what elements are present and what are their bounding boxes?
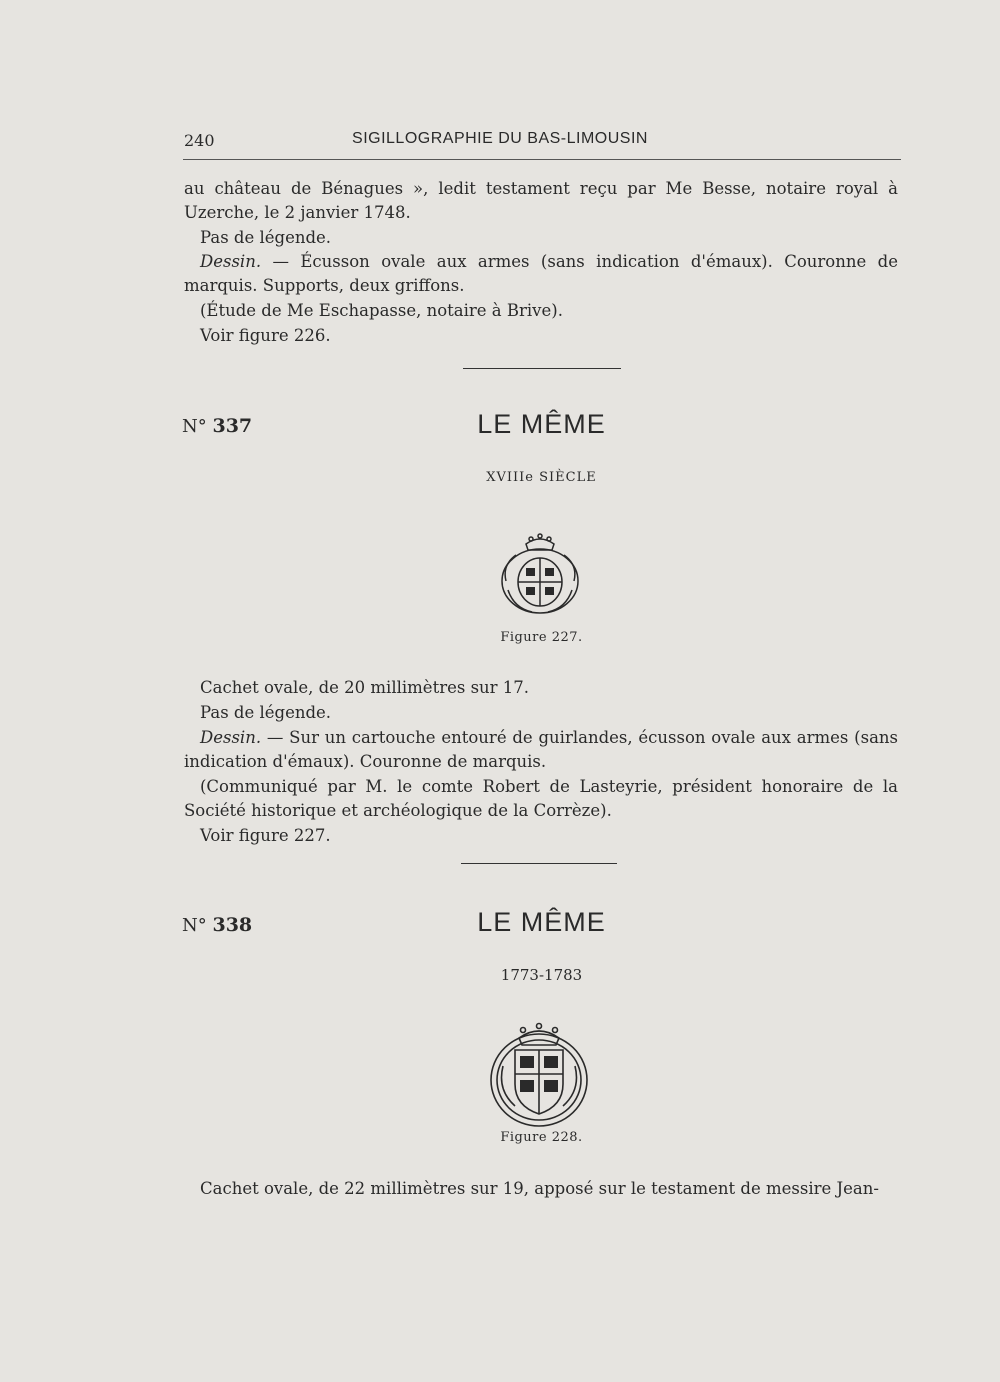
drawing-text: — Écusson ovale aux armes (sans indication d'émaux). Couronne de marquis. Supports, deux griffons. (184, 252, 898, 295)
entry337-paragraph-1: Cachet ovale, de 20 millimètres sur 17. (200, 678, 530, 697)
entry-period-338: 1773-1783 (500, 966, 583, 984)
header-rule (183, 159, 901, 160)
entry337-paragraph-4: (Communiqué par M. le comte Robert de Lasteyrie, président honoraire de la Société historique et archéologique de la Corrèze). (184, 777, 898, 820)
section-separator (463, 368, 621, 369)
entry337-paragraph-5: Voir figure 227. (200, 826, 331, 845)
seal-figure-228 (487, 1016, 591, 1132)
entry-period-337: XVIIIe SIÈCLE (486, 470, 597, 485)
entry337-paragraph-3 (184, 726, 898, 774)
intro-paragraph-5: Voir figure 226. (200, 326, 331, 345)
intro-paragraph-3 (184, 250, 898, 298)
entry-number-338: N° 338 (182, 914, 253, 936)
running-title: SIGILLOGRAPHIE DU BAS-LIMOUSIN (352, 130, 648, 147)
drawing-label: Dessin. (200, 252, 262, 271)
section-separator (461, 863, 617, 864)
page-number: 240 (184, 131, 215, 150)
entry338-paragraph-1: Cachet ovale, de 22 millimètres sur 19, apposé sur le testament de messire Jean- (200, 1179, 879, 1198)
entry-title-338: LE MÊME (477, 907, 606, 937)
entry-title-337: LE MÊME (477, 409, 606, 439)
intro-paragraph-1: au château de Bénagues », ledit testament reçu par Me Besse, notaire royal à Uzerche, le 2 janvier 1748. (184, 179, 898, 222)
intro-paragraph-4: (Étude de Me Eschapasse, notaire à Brive). (200, 301, 563, 320)
figure-caption-227: Figure 227. (500, 630, 583, 645)
drawing-text: — Sur un cartouche entouré de guirlandes, écusson ovale aux armes (sans indication d'émaux). Couronne de marquis. (184, 728, 898, 771)
drawing-label: Dessin. (200, 728, 262, 747)
seal-figure-227 (496, 526, 584, 622)
entry-number-337: N° 337 (182, 415, 253, 437)
entry337-paragraph-2: Pas de légende. (200, 703, 332, 722)
intro-paragraph-2: Pas de légende. (200, 228, 332, 247)
figure-caption-228: Figure 228. (500, 1130, 583, 1145)
